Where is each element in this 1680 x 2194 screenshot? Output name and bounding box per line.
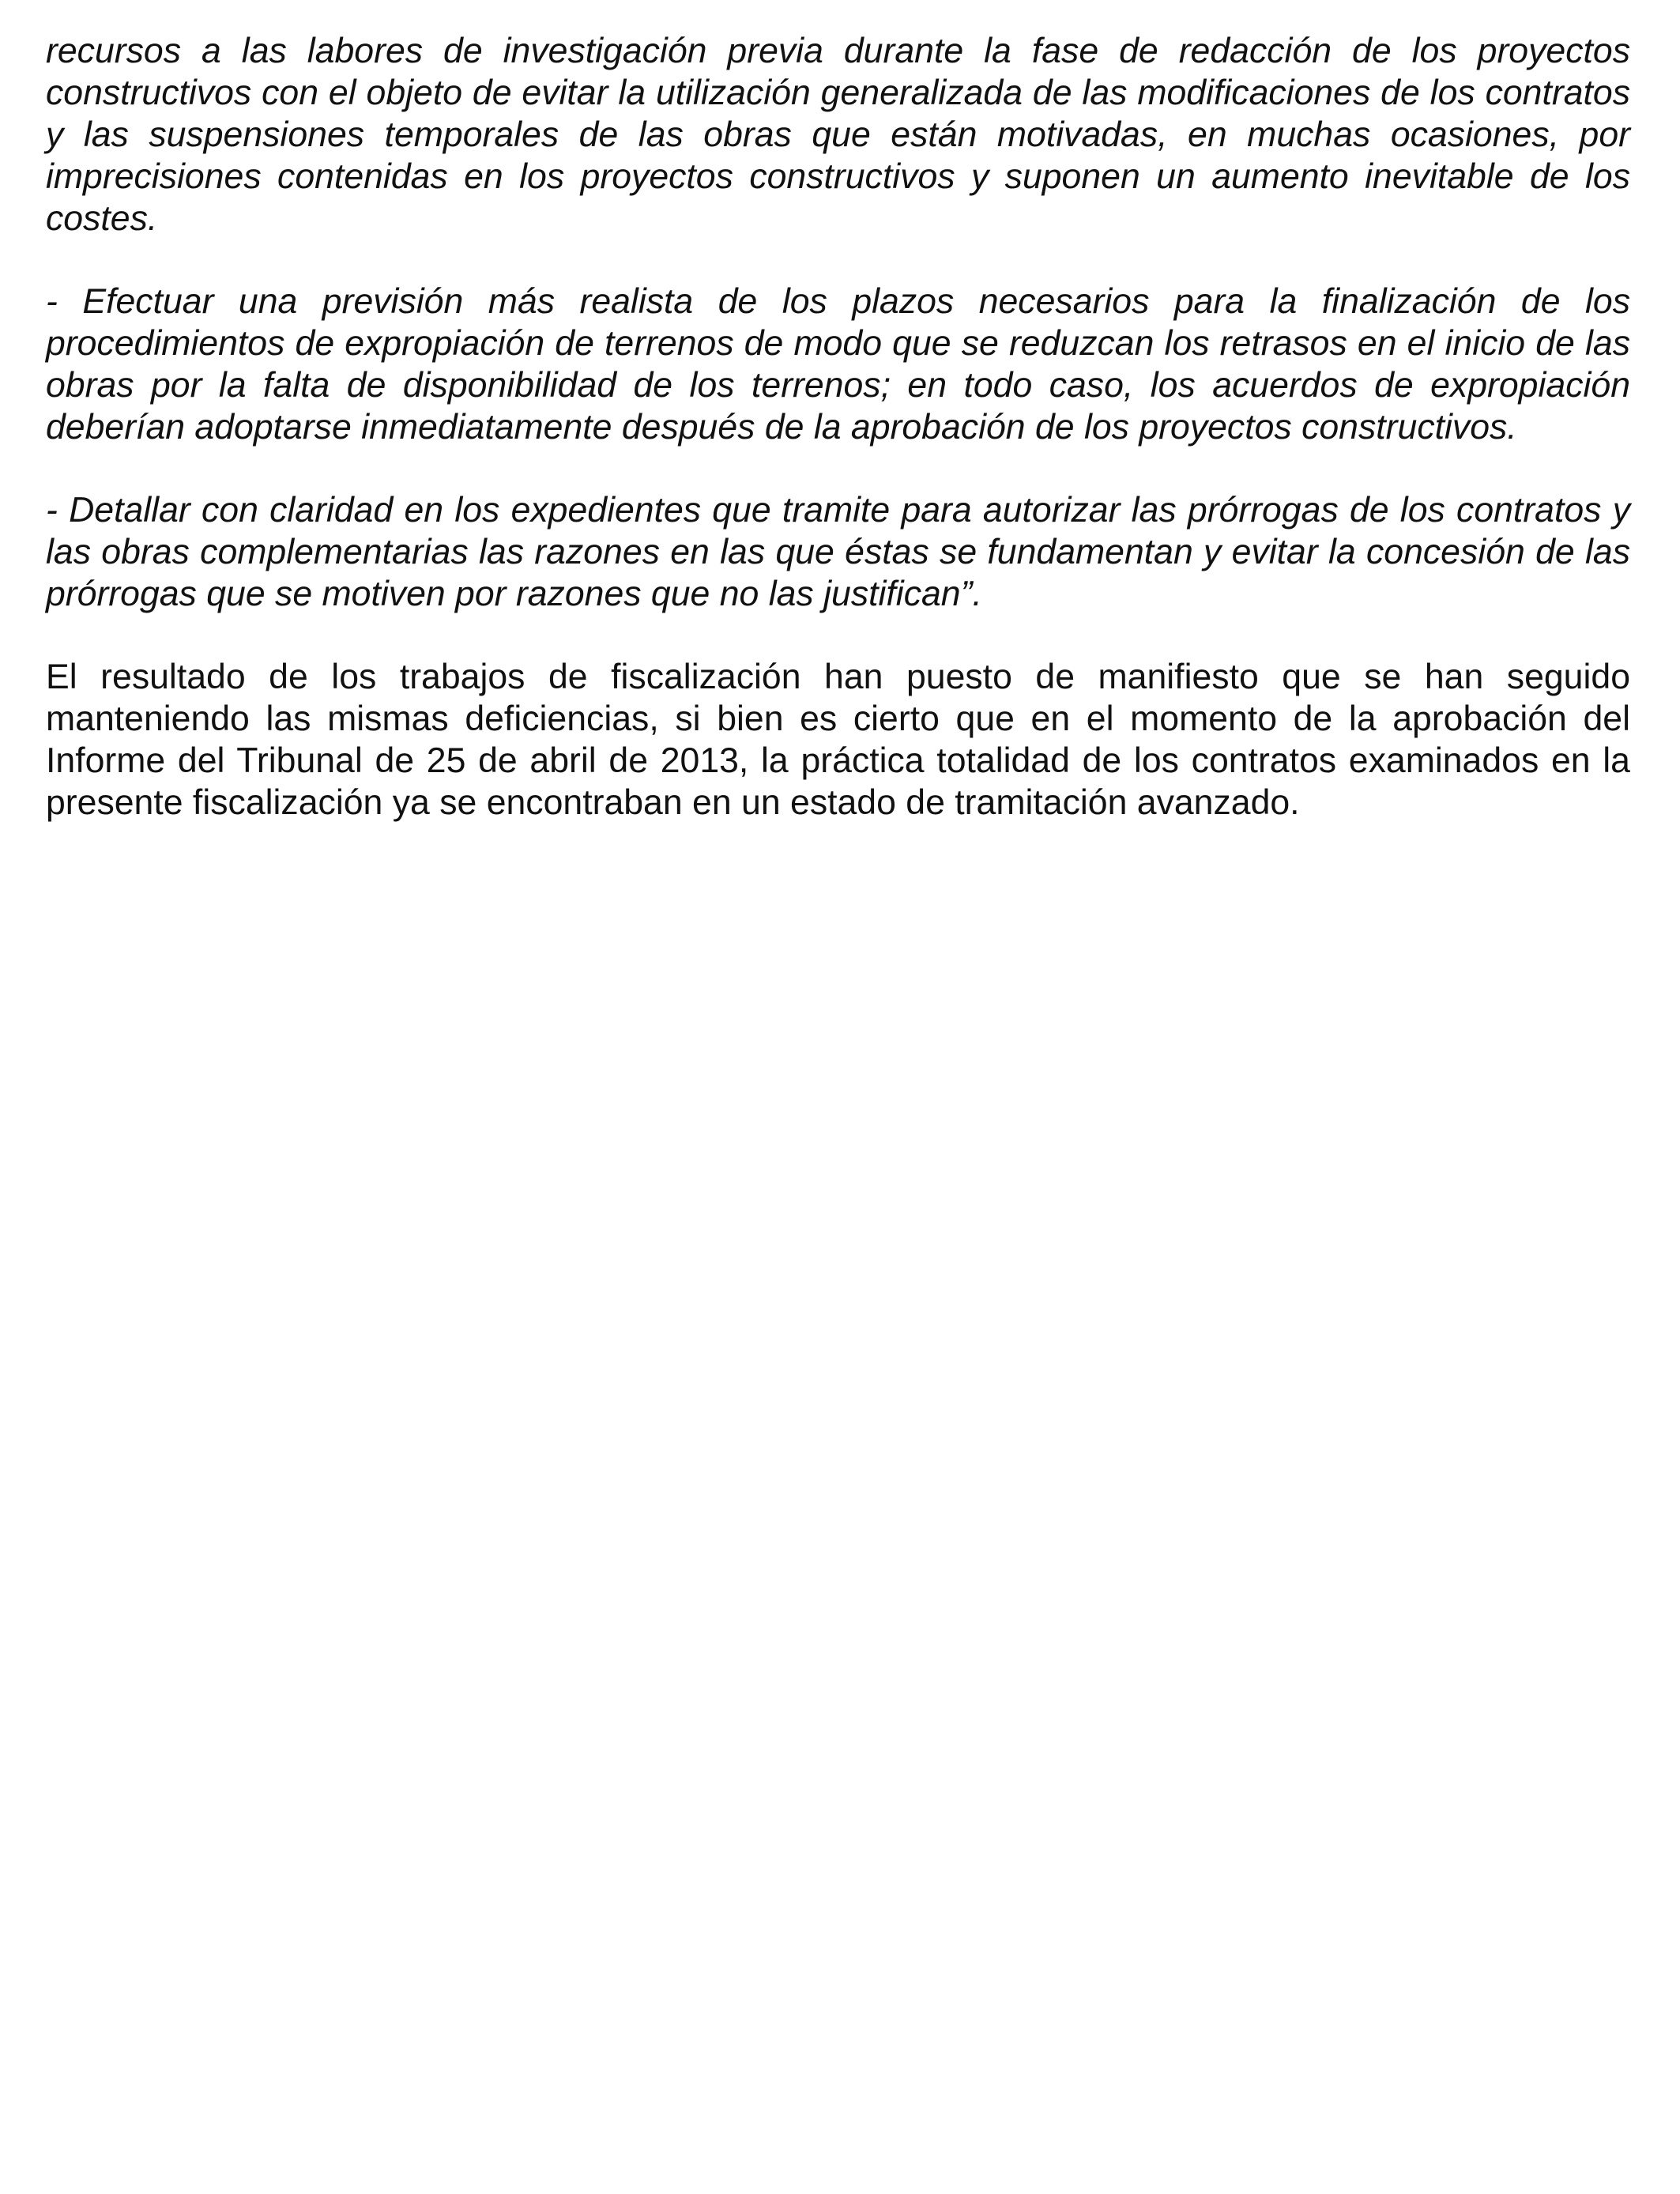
body-paragraph-conclusion: El resultado de los trabajos de fiscalización han puesto de manifiesto que se han seguido manteniendo las mismas deficiencias, si bien es cierto que en el momento de la aprobación del Informe del Tribunal de 25 de abril de 2013, la práctica totalidad de los contratos examinados en la presente fiscalización ya se encontraban en un estado de tramitación avanzado. — [46, 658, 1630, 822]
quoted-paragraph-continuation: recursos a las labores de investigación previa durante la fase de redacción de los proyectos constructivos con el objeto de evitar la utilización generalizada de las modificaciones de los contratos y las suspensiones temporales de las obras que están motivadas, en muchas ocasiones, por imprecisiones contenidas en los proyectos constructivos y suponen un aumento inevitable de los costes. — [46, 32, 1630, 238]
quoted-recommendation-expropriation: - Efectuar una previsión más realista de los plazos necesarios para la finalización de los procedimientos de expropiación de terrenos de modo que se reduzcan los retrasos en el inicio de las obras por la falta de disponibilidad de los terrenos; en todo caso, los acuerdos de expropiación deberían adoptarse inmediatamente después de la aprobación de los proyectos constructivos. — [46, 282, 1630, 447]
document-page — [46, 30, 1630, 824]
quoted-recommendation-extensions: - Detallar con claridad en los expedientes que tramite para autorizar las prórrogas de los contratos y las obras complementarias las razones en las que éstas se fundamentan y evitar la concesión de las prórrogas que se motiven por razones que no las justifican”. — [46, 491, 1630, 613]
